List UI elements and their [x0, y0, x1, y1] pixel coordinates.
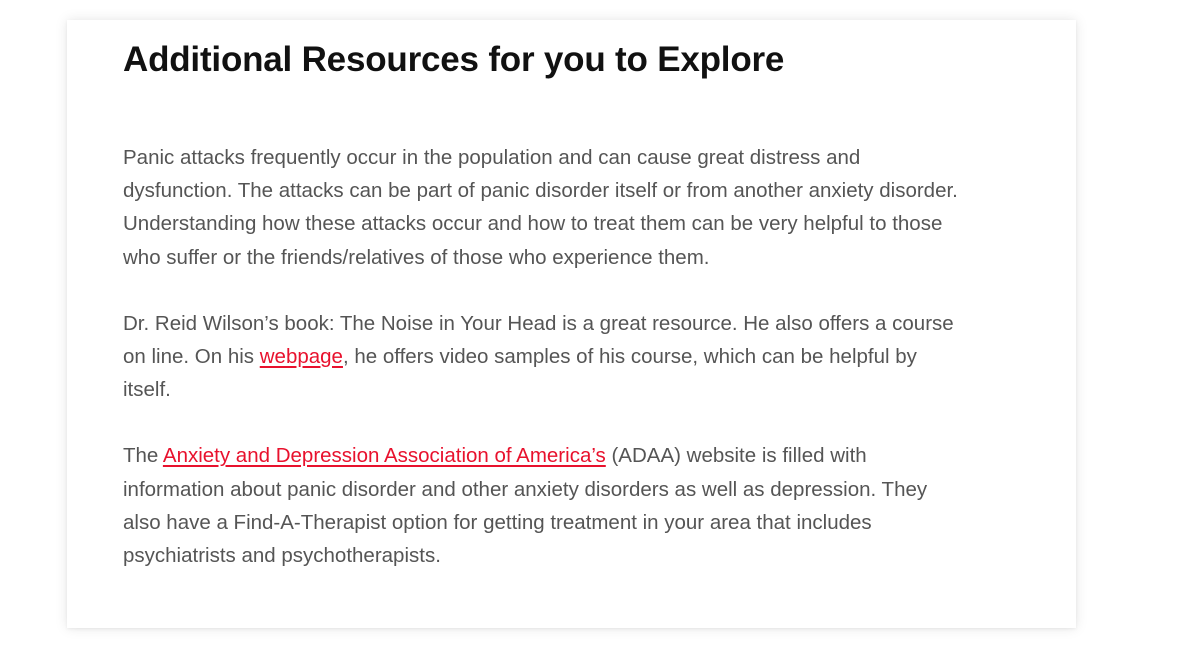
- section-heading: Additional Resources for you to Explore: [123, 40, 785, 79]
- webpage-link[interactable]: webpage: [259, 345, 343, 369]
- paragraph-adaa: [123, 439, 963, 572]
- resources-content: [123, 38, 963, 572]
- resources-card: [67, 20, 1076, 628]
- paragraph-adaa-text-after: (ADAA) website is filled with information about panic disorder and other anxiety disorders as well as depression. They also have a Find-A-Therapist option for getting treatment in your area that includes psychiatrists and psychotherapists.: [123, 444, 928, 568]
- paragraph-panic-attacks: Panic attacks frequently occur in the population and can cause great distress and dysfunction. The attacks can be part of panic disorder itself or from another anxiety disorder. Understanding how these attacks occur and how to treat them can be very helpful to those who suffer or the friends/relatives of those who experience them.: [123, 146, 958, 269]
- paragraph-reid-wilson-text-after: , he offers video samples of his course, which can be helpful by itself.: [123, 345, 917, 402]
- adaa-link[interactable]: Anxiety and Depression Association of America’s: [162, 444, 606, 468]
- paragraph-reid-wilson-text-before: Dr. Reid Wilson’s book: The Noise in Your Head is a great resource. He also offers a course on line. On his: [123, 311, 954, 369]
- paragraph-reid-wilson: [123, 307, 963, 407]
- paragraph-adaa-text-before: The: [123, 444, 163, 468]
